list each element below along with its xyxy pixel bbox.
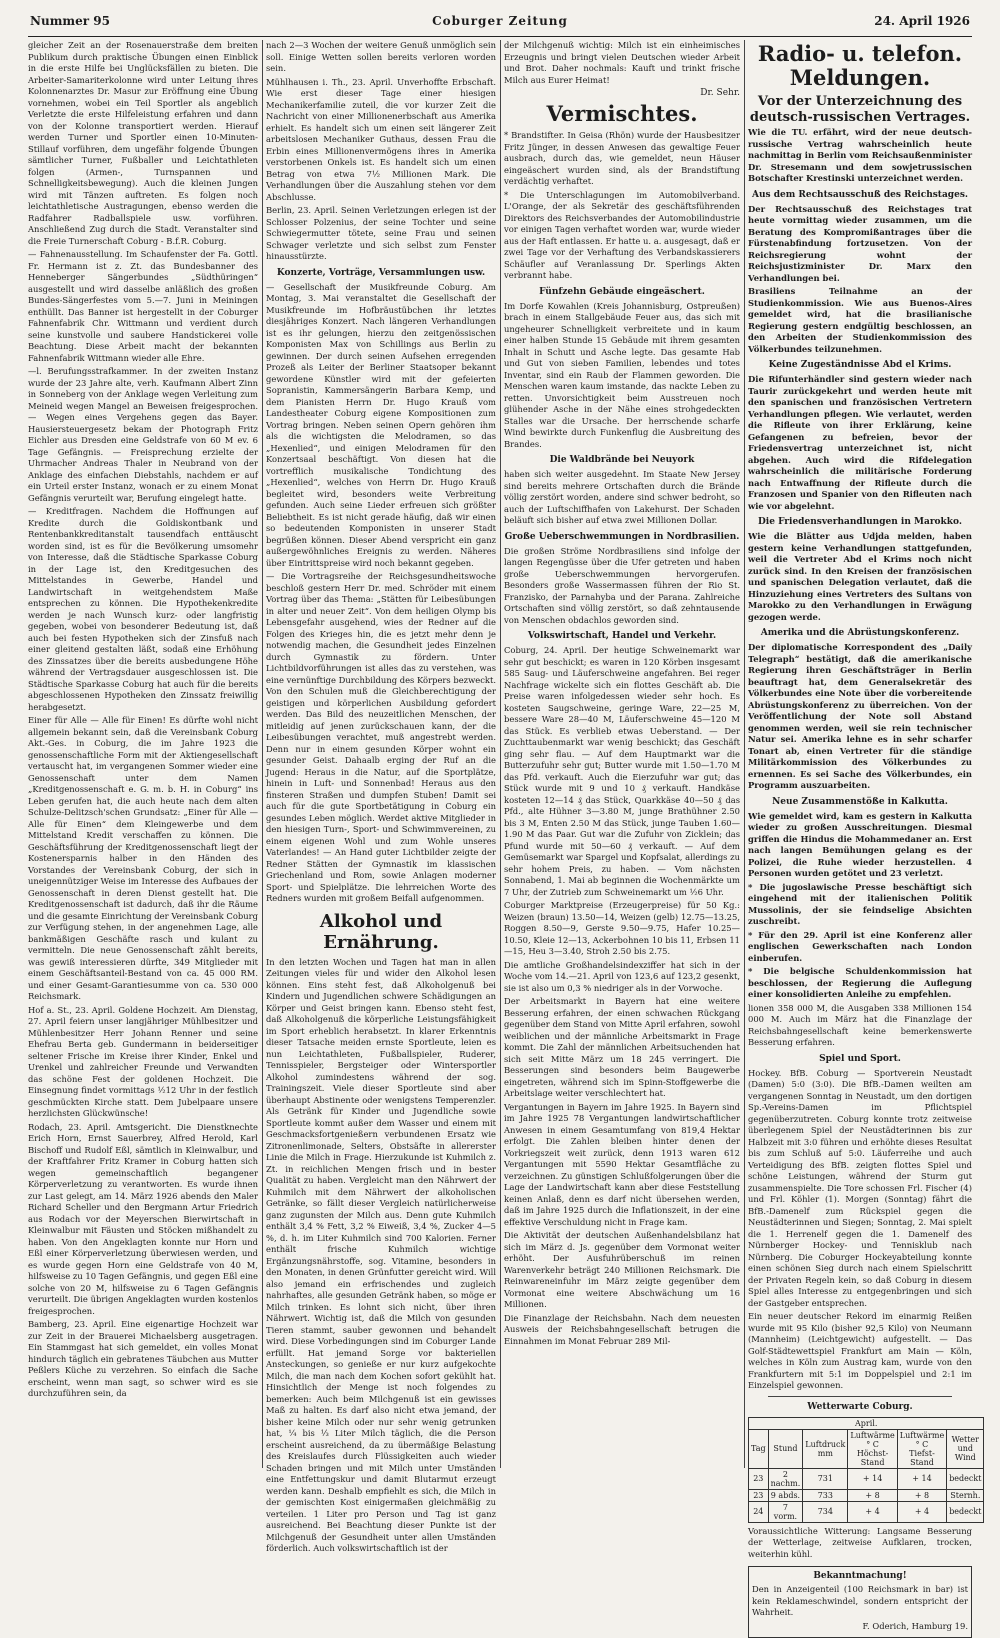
weather-month: April. [749, 1417, 984, 1429]
article-paragraph: Mühlhausen i. Th., 23. April. Unverhoffte Erbschaft. Wie erst dieser Tage einer hiesigen Mechanikerfamilie zuteil, die vor kurzer Zeit die Nachricht von einer Millionenerbschaft aus Amerika erhielt. Es handelt sich um einen seit längerer Zeit arbeitslosen Mechaniker Guthaus, dessen Frau die Erbin eines Millionenvermögens ihres in Amerika verstorbenen Onkels ist. Es handelt sich um einen Betrag von etwa 7½ Millionen Mark. Die Verhandlungen über die Auszahlung stehen vor dem Abschlusse. [266, 76, 496, 202]
article-paragraph: Die amtliche Großhandelsindexziffer hat sich in der Woche vom 14.—21. April von 123,6 auf 123,2 gesenkt, sie ist also um 0,3 % niedriger als in der Vorwoche. [504, 959, 740, 993]
article-paragraph: Hockey. BfB. Coburg — Sportverein Neustadt (Damen) 5:0 (3:0). Die BfB.-Damen weilten am vergangenen Sonntag in Neustadt, um den dortigen Sp.-Vereins-Damen im Pflichtspiel gegenüberzutreten. Coburg konnte trotz zeitweise überlegenem Spiel der Neustädterinnen bis zur Halbzeit mit 3:0 führen und erhöhte dieses Resultat bis zum Schluß auf 5:0. Läuferreihe und auch Verteidigung des BfB. zeigten flottes Spiel und schöne Leistungen, während der Sturm gut zusammenspielte. Die Tore schossen Frl. Fischer (4) und Frl. Köhler (1). Morgen (Sonntag) fährt die BfB.-Damenelf zum Rückspiel gegen die Neustädterinnen und Siegen; Sonntag, 2. Mai spielt die 1. Herrenelf gegen die 1. Damenelf des Nürnberger Hockey- und Tennisklub nach Nürnberg. Die Coburger Hockeyabteilung konnte einen schönen Sieg durch nach einem Spielschritt der Privaten Regeln kein, so daß Coburg in diesem Spiel alles Interesse zu entgegenbringen und sich der Gastgeber entsprechen. [748, 1067, 972, 1308]
weather-sub-label: Tiefst-Stand [909, 1448, 935, 1467]
article-heading: Große Ueberschwemmungen in Nordbrasilien. [504, 531, 740, 542]
article-paragraph: Bamberg, 23. April. Eine eigenartige Hochzeit war zur Zeit in der Brauerei Michaelsberg ausgetragen. Ein Stammgast hat sich gemeldet, ein volles Monat hindurch täglich ein gebratenes Täubchen aus Mutter Peßlers Küche zu verzehren. So einfach die Sache erscheint, wenn man sagt, so schwer wird es sie durchzuführen sein, da [28, 1319, 258, 1398]
article-paragraph: * Die jugoslawische Presse beschäftigt sich eingehend mit der italienischen Politik Mussolinis, der sie feindselige Absichten zuschreibt. [748, 881, 972, 926]
section-heading: Alkohol und Ernährung. [319, 910, 443, 953]
article-heading: Neue Zusammenstöße in Kalkutta. [772, 796, 948, 807]
column-2 [266, 40, 496, 1557]
article-heading: Die Waldbrände bei Neuyork [549, 455, 695, 465]
article-paragraph: Die großen Ströme Nordbrasiliens sind infolge der langen Regengüsse über die Ufer getreten und haben große Ueberschwemmungen hervorgerufen. Besonders große Wassermassen führen der Rio St. Franzisko, der Parnahyba und der Parana. Zahlreiche Ortschaften sind völlig zerstört, so daß zehntausende von Menschen obdachlos geworden sind. [504, 545, 740, 625]
article-paragraph: — Fahnenausstellung. Im Schaufenster der Fa. Gottl. Fr. Hermann ist z. Zt. das Bundesbanner des Henneberger Sängerbundes „Südthüringen“ ausgestellt und wird dasselbe anläßlich des großen Bundes-Sängerfestes vom 5.—7. Juni in Meiningen enthüllt. Das Banner ist hergestellt in der Coburger Fahnenfabrik Chr. Wittmann und verdient durch seine kunstvolle und saubere Handstickerei volle Beachtung. Diese Arbeit macht der bekannten Fahnenfabrik Wittmann wieder alle Ehre. [28, 249, 258, 363]
article-paragraph: Wie die Blätter aus Udjda melden, haben gestern keine Verhandlungen stattgefunden, weil die Vertreter Abd el Krims noch nicht zurück sind. In den Kreisen der französischen und spanischen Delegation verlautet, daß die Hinzuziehung eines Vertreters des Sultans von Marokko zu den Verhandlungen in Erwägung gezogen werde. [748, 531, 972, 622]
weather-row: 24 7 vorm. 734 + 4 + 4 bedeckt [749, 1501, 984, 1522]
article-paragraph: Die Finanzlage der Reichsbahn. Nach dem neuesten Ausweis der Reichsbahngesellschaft betrugen die Einnahmen im Monat Februar 289 Mil- [504, 1312, 740, 1346]
weather-title: Wetterwarte Coburg. [807, 1401, 913, 1412]
column-3 [504, 40, 740, 1349]
article-paragraph: Der diplomatische Korrespondent des „Daily Telegraph“ bestätigt, daß die amerikanische Regierung ihren Geschäftsträger in Berlin beauftragt hat, dem Generalsekretär des Völkerbundes eine Note über die vorbereitende Abrüstungskonferenz zu überreichen. Von der Veröffentlichung der Note soll Abstand genommen werden, weil sie rein technischer Natur sei. Amerika lehne es in sehr scharfer Tonart ab, einen Vertreter für die ständige Militärkommission des Völkerbundes zu ernennen. Es sei Sache des Völkerbundes, ein Programm auszuarbeiten. [748, 642, 972, 790]
article-paragraph: Im Dorfe Kowahlen (Kreis Johannisburg, Ostpreußen) brach in einem Stallgebäude Feuer aus, das sich mit ungeheurer Schnelligkeit verbreitete und in kaum einer halben Stunde 15 Gebäude mit ihrem gesamten Inhalt in Schutt und Asche legte. Das gesamte Hab und Gut von sieben Familien, lebendes und totes Inventar, sind ein Raub der Flammen geworden. Die Menschen waren kaum imstande, das nackte Leben zu retten. Unvorsichtigkeit beim Ausstreuen noch glühender Asche in der Nähe eines strohgedeckten Stalles war die Ursache. Der herrschende scharfe Wind bewirkte durch Funkenflug die Ausbreitung des Brandes. [504, 300, 740, 449]
article-paragraph: Brasiliens Teilnahme an der Studienkommission. Wie aus Buenos-Aires gemeldet wird, hat die brasilianische Regierung gestern endgültig beschlossen, an den Arbeiten der Studienkommission des Völkerbundes teilzunehmen. [748, 286, 972, 354]
article-heading: Volkswirtschaft, Handel und Verkehr. [527, 631, 717, 641]
article-paragraph: Hof a. St., 23. April. Goldene Hochzeit. Am Dienstag, 27. April feiern unser langjähriger Mühlbesitzer und Mühlenbesitzer Herr Johann Renner und seine Ehefrau Berta geb. Gundermann in beiderseitiger seltener Frische im Kreise ihrer Kinder, Enkel und Urenkel und zahlreicher Freunde und Verwandten das schöne Fest der goldenen Hochzeit. Die Einsegnung findet vormittags ½12 Uhr in der festlich geschmückten Kirche statt. Dem Jubelpaare unsere herzlichsten Glückwünsche! [28, 1004, 258, 1118]
article-signature: Dr. Sehr. [700, 88, 740, 98]
section-heading: Radio- u. telefon. Meldungen. [757, 41, 963, 90]
article-paragraph: Berlin, 23. April. Seinen Verletzungen erlegen ist der Schlosser Polzenius, der seine Tochter und seine Schwiegermutter tötete, seine Frau und seinen Schwager verletzte und sich selbst zum Fenster hinausstürzte. [266, 205, 496, 261]
article-paragraph: gleicher Zeit an der Rosenauerstraße dem breiten Publikum durch praktische Übungen einen Einblick in die erste Hilfe bei Unglücksfällen zu bieten. Die Arbeiter-Samariterkolonne wird unter Leitung ihres Kolonnenarztes Dr. Masur zur Eröffnung eine Übung vornehmen, wobei ein Teil Sportler als angeblich Verletzte die erste Hilfeleistung erfahren und dann von der Kolonne transportiert werden. Hierauf werden Turner und Sportler einen 10-Minuten-Stillauf vorführen, dem ungefähr folgende Übungen sämtlicher Turner, Fußballer und Leichtathleten folgen (Armen-, Turnspannen und Schnelligkeitsbewegung). Auch die kleinen Jungen wird mit Tänzen auftreten. Es folgen noch leichtathletische Austragungen, ebenso werden die Radfahrer Radballspiele usw. vorführen. Anschließend Zug durch die Stadt. Veranstalter sind die Freie Turnerschaft Coburg - B.f.R. Coburg. [28, 40, 258, 246]
article-paragraph: Coburg, 24. April. Der heutige Schweinemarkt war sehr gut beschickt; es waren in 120 Körben insgesamt 585 Saug- und Läuferschweine angefahren. Bei reger Nachfrage wickelte sich ein flottes Geschäft ab. Die Preise waren infolgedessen wieder sehr hoch. Es kosteten Saugschweine, geringe Ware, 22—25 M, bessere Ware 28—40 M, Läuferschweine 45—120 M das Stück. Es verblieb etwas Ueberstand. — Der Zuchttaubenmarkt war wenig beschickt; das Geschäft ging sehr flau. — Auf dem Hauptmarkt war die Butterzufuhr sehr gut; Butter wurde mit 1.50—1.70 M das Pfd. verkauft. Auch die Eierzufuhr war gut; das Stück wurde mit 9 und 10 ₰ verkauft. Handkäse kosteten 12—14 ₰ das Stück, Quarkkäse 40—50 ₰ das Pfd., alte Hühner 3—3.80 M, junge Brathühner 2.50 bis 3 M, Enten 2.50 M das Stück, junge Tauben 1.60—1.90 M das Paar. Gut war die Zufuhr von Zicklein; das Pfund wurde mit 50—60 ₰ verkauft. — Auf dem Gemüsemarkt war Spargel und Kopfsalat, allerdings zu sehr hohem Preis, zu haben. — Vom nächsten Sonnabend, 1. Mai ab beginnen die Wochenmärkte um 7 Uhr, der Zutrieb zum Schweinemarkt um ½6 Uhr. [504, 645, 740, 897]
article-paragraph: Coburger Marktpreise (Erzeugerpreise) für 50 Kg.: Weizen (braun) 13.50—14, Weizen (gelb) 12.75—13.25, Roggen 8.50—9, Gerste 9.50—9.75, Hafer 10.25—10.50, Kleie 12—13, Ackerbohnen 10 bis 11, Erbsen 11—15, Heu 3—3.40, Stroh 2.50 bis 2.75. [504, 900, 740, 956]
article-paragraph: Vergantungen in Bayern im Jahre 1925. In Bayern sind im Jahre 1925 78 Vergantungen landwirtschaftlicher Anwesen in einem Gesamtumfang von 819,4 Hektar erfolgt. Die Zahlen bleiben hinter denen der Vorkriegszeit weit zurück, denn 1913 waren 612 Vergantungen mit 5590 Hektar Gesamtfläche zu verzeichnen. Zu günstigen Schlußfolgerungen über die Lage der Landwirtschaft kann aber diese Feststellung keinen Anlaß, denn es darf nicht übersehen werden, daß im Jahre 1925 durch die Inflationszeit, in der eine effektive Verschuldung nicht in Frage kam. [504, 1101, 740, 1227]
article-paragraph: Wie die TU. erfährt, wird der neue deutsch-russische Vertrag wahrscheinlich heute nachmittag in Berlin vom Reichsaußenminister Dr. Stresemann und dem sowjetrussischen Botschafter Krestinski unterzeichnet werden. [748, 127, 972, 183]
article-paragraph: * Brandstifter. In Geisa (Rhön) wurde der Hausbesitzer Fritz Jünger, in dessen Anwesen das gewaltige Feuer ausbrach, durch das, wie gemeldet, neun Häuser eingeäschert wurden sind, als der Brandstiftung verdächtig verhaftet. [504, 130, 740, 186]
weather-row: 23 2 nachm. 731 + 14 + 14 bedeckt [749, 1468, 984, 1489]
article-paragraph: der Milchgenuß wichtig: Milch ist ein einheimisches Erzeugnis und bringt vielen Deutschen wieder Arbeit und Brot. Daher nochmals: Kauft und trinkt frische Milch aus Eurer Heimat! [504, 40, 740, 85]
article-paragraph: Einer für Alle — Alle für Einen! Es dürfte wohl nicht allgemein bekannt sein, daß die Vereinsbank Coburg Akt.-Ges. in Coburg, die im Jahre 1923 die genossenschaftliche Form mit der Aktiengesellschaft vertauscht hat, im vergangenen Sommer wieder eine Genossenschaft unter dem Namen „Kreditgenossenschaft e. G. m. b. H. in Coburg“ ins Leben gerufen hat, die auch heute nach dem alten Schulze-Delitzsch'schen Grundsatz: „Einer für Alle — Alle für Einen“ dem Kleingewerbe und dem Mittelstand Kredit verschaffen zu können. Die Geschäftsführung der Kreditgenossenschaft liegt der Kostenersparnis halber in den Händen des Vorstandes der Vereinsbank Coburg, der sich in uneigennütziger Weise im Interesse des Aufbaues der Genossenschaft in deren Dienst gestellt hat. Die Kreditgenossenschaft ist dadurch, daß ihr die Räume und die gesamte Einrichtung der Vereinsbank Coburg zur Verfügung stehen, in der angenehmen Lage, alle bankmäßigen Geschäfte rasch und kulant zu vermitteln. Die neue Genossenschaft zählt bereits, was gewiß interessieren dürfte, 349 Mitglieder mit einem Geschäftsanteil-Bestand von ca. 45 000 RM. und einer Gesamt-Garantiesumme von ca. 530 000 Reichsmark. [28, 715, 258, 1001]
article-heading: Spiel und Sport. [819, 1053, 901, 1064]
article-paragraph: — Kreditfragen. Nachdem die Hoffnungen auf Kredite durch die Goldiskontbank und Rentenbankkreditanstalt tausendfach enttäuscht worden sind, ist es für die Bevölkerung umsomehr von Interesse, daß die Städtische Sparkasse Coburg in der Lage ist, den Kreditgesuchen des Mittelstandes in Gewerbe, Handel und Landwirtschaft in weitgehendstem Maße entsprechen zu können. Die Hypothekenkredite werden je nach Wunsch kurz- oder langfristig gegeben, wobei von besonderer Bedeutung ist, daß auch bei festen Hypotheken sich der Zinsfuß nach einer gleitend gestalten läßt, sodaß eine Erhöhung des Zinssatzes über die bereits ausbedungene Höhe während der Vertragsdauer ausgeschlossen ist. Die Städtische Sparkasse Coburg hat auch für die bereits abgeschlossenen Hypotheken den Zinssatz freiwillig herabgesetzt. [28, 506, 258, 712]
weather-sub-label: Höchst-Stand [856, 1448, 889, 1467]
column-divider [744, 40, 745, 1468]
notice-box [748, 1566, 972, 1638]
article-heading: Konzerte, Vorträge, Versammlungen usw. [276, 267, 486, 278]
weather-table [748, 1417, 984, 1523]
article-heading: Fünfzehn Gebäude eingeäschert. [539, 286, 705, 297]
article-heading: Aus dem Rechtsausschuß des Reichstages. [751, 189, 969, 200]
article-paragraph: * Für den 29. April ist eine Konferenz aller englischen Gewerkschaften nach London einberufen. [748, 929, 972, 963]
article-paragraph: Die Aktivität der deutschen Außenhandelsbilanz hat sich im März d. Js. gegenüber dem Vormonat weiter erhöht. Der Ausfuhrüberschuß im reinen Warenverkehr beträgt 240 Millionen Reichsmark. Die Reinwareneinfuhr im März zeigte gegenüber dem Vormonat eine weitere Abschwächung um 16 Millionen. [504, 1230, 740, 1309]
article-paragraph: In den letzten Wochen und Tagen hat man in allen Zeitungen vieles für und wider den Alkohol lesen können. Eins steht fest, daß Alkoholgenuß bei Kindern und Jugendlichen schwere Schädigungen an Körper und Geist bringen kann. Ebenso steht fest, daß Alkoholgenuß die körperliche Leistungsfähigkeit im Sport erheblich herabsetzt. In klarer Erkenntnis dieser Tatsache meiden ernste Sportleute, leien es nun Leichtathleten, Fußballspieler, Ruderer, Tennisspieler, Bergsteiger oder Wintersportler Alkohol zumindestens während der sog. Trainingszeit. Viele dieser Sportleute sind aber überhaupt Abstinente oder wenigstens Temperenzler. Als Getränk für Kinder und Jugendliche sowie Sportleute kommt außer dem Wasser und einem mit Geschmacksfortgenießern verbundenen Ersatz wie Zitronenlimonade, Selters, Obstsäfte in allererster Linie die Milch in Frage. Hierzukunde ist Kuhmilch z. Zt. in reichlichen Mengen frisch und in bester Qualität zu haben. Vergleicht man den Nährwert der Kuhmilch mit dem Nährwert der alkoholischen Getränke, so fällt dieser Vergleich natürlicherweise ganz zugunsten der Milch aus. Denn gute Kuhmilch enthält 3,4 % Fett, 3,2 % Eiweiß, 3,4 %, Zucker 4—5 %, d. h. im Liter Kuhmilch sind 700 Kalorien. Ferner enthält frische Kuhmilch wichtige Ergänzungsnährstoffe, sog. Vitamine, besonders in den Monaten, in denen Grünfutter gereicht wird. Will also jemand ein erfrischendes und zugleich nahrhaftes, alle gesunden Getränk haben, so möge er Milch trinken. Es lohnt sich nicht, über ihren Nährwert. Wichtig ist, daß die Milch von gesunden Tieren stammt, sauber gewonnen und behandelt wird. Diese Vorbedingungen sind im Coburger Lande erfüllt. Hat jemand Sorge vor bakteriellen Ansteckungen, so genieße er nur kurz aufgekochte Milch, die man nach dem Kochen sofort gekühlt hat. Hinsichtlich der Menge ist noch folgendes zu bemerken: Auch beim Milchgenuß ist ein gewisses Maß zu halten. Es darf also nicht etwa jemand, der bisher keine Milch oder nur sehr wenig getrunken hat, ¼ bis ⅓ Liter Milch täglich, die die Person erscheint ausreichend, da zu übermäßige Belastung des Kreislaufes durch Flüssigkeiten auch wieder Schaden bringen und mit Milch unter Umständen eine Entfettungskur und damit Blutarmut erzeugt werden kann. Deshalb empfiehlt es sich, die Milch in der gemischten Kost einigermaßen gleichmäßig zu verteilen. 1 Liter pro Person und Tag ist ganz ausreichend. Bei Beachtung dieser Punkte ist der Milchgenuß der Gesundheit unter allen Umständen förderlich. Auch volkswirtschaftlich ist der [266, 956, 496, 1553]
article-paragraph: nach 2—3 Wochen der weitere Genuß unmöglich sein soll. Einige Wetten sollen bereits verloren worden sein. [266, 40, 496, 73]
article-paragraph: Ein neuer deutscher Rekord im einarmig Reißen wurde mit 95 Kilo (bisher 92,5 Kilo) von Neumann (Mannheim) (Leichtgewicht) aufgestellt. — Das Golf-Städtewettspiel Frankfurt am Main — Köln, welches in Köln zum Austrag kam, wurde von den Frankfurtern mit 5:1 im Doppelspiel und 2:1 im Einzelspiel gewonnen. [748, 1311, 972, 1390]
section-heading: Vermischtes. [546, 101, 698, 126]
weather-header: Luftwärme ° C Höchst-Stand [848, 1429, 897, 1468]
weather-header: Luftwärme ° C Tiefst-Stand [897, 1429, 946, 1468]
article-paragraph: Wie gemeldet wird, kam es gestern in Kalkutta wieder zu großen Ausschreitungen. Diesmal griffen die Hindus die Mohammedaner an. Erst nach langen Bemühungen gelang es der Polizei, die Ruhe wieder herzustellen. 4 Personen wurden getötet und 23 verletzt. [748, 810, 972, 878]
article-paragraph: lionen 358 000 M, die Ausgaben 338 Millionen 154 000 M. Auch im März hat die Finanzlage der Reichsbahngesellschaft keine bemerkenswerte Besserung erfahren. [748, 1002, 972, 1047]
newspaper-title: Coburger Zeitung [432, 14, 568, 28]
article-paragraph: haben sich weiter ausgedehnt. Im Staate New Jersey sind bereits mehrere Ortschaften durch die Brände völlig zerstört worden, andere sind schwer bedroht, so auch der Luftschiffhafen von Lakehurst. Der Schaden beläuft sich bisher auf etwa zwei Millionen Dollar. [504, 469, 740, 525]
article-paragraph: Die Rifunterhändler sind gestern wieder nach Taurir zurückgekehrt und werden heute mit den spanischen und französischen Vertretern Verhandlungen pflegen. Wie verlautet, werden die Rifleute von ihrer Erklärung, keine Gefangenen zu befreien, bevor der Friedensvertrag unterzeichnet ist, nicht abgehen. Auch wird die Rifdelegation wahrscheinlich die militärische Forderung nach Entwaffnung der Rifleute durch die Franzosen und Spanier von den Rifleuten nach wie vor abgelehnt. [748, 374, 972, 511]
article-paragraph: — Die Vortragsreihe der Reichsgesundheitswoche beschloß gestern Herr Dr. med. Schröder mit einem Vortrag über das Thema: „Stätten für Leibesübungen in alter und neuer Zeit“. Von dem heiligen Olymp bis Lebensgefahr ausgehend, wies der Redner auf die Folgen des Krieges hin, die es jetzt mehr denn je notwendig machen, die Gesundheit jedes Einzelnen durch Gymnastik zu fördern. Unter Lichtbildvorführungen ist alles das zu verstehen, was eine vernünftige Durchbildung des Körpers bezweckt. Von den Schulen muß die Gleichberechtigung der geistigen und körperlichen Ausbildung gefordert werden. Das Bild des neuzeitlichen Menschen, der mitleidig auf jenen zurückschauen kann, der die Leibesübungen verachtet, muß angestrebt werden. Denn nur in einem gesunden Körper wohnt ein gesunder Geist. Dahaalb erging der Ruf an die Jugend: Heraus in die Natur, auf die Sportplätze, hinein in Luft- und Sonnenbad! Heraus aus den finsteren Straßen und dumpfen Stuben! Damit sei auch für die gute Sportbetätigung in Coburg ein gesundes Leben möglich. Werdet aktive Mitglieder in den hiesigen Turn-, Sport- und Schwimmvereinen, zu einem eigenen Wohl und zum Wohle unseres Vaterlandes! — An Hand guter Lichtbilder zeigte der Redner Stätten der Gymnastik im klassischen Griechenland und Rom, sowie Anlagen moderner Sport- und Spielplätze. Die lehrreichen Worte des Redners wurden mit großem Beifall aufgenommen. [266, 571, 497, 903]
article-paragraph: * Die Unterschlagungen im Automobilverband. L'Orange, der als Sekretär des geschäftsführenden Direktors des Reichsverbandes der Automobilindustrie vor einigen Tagen verhaftet worden war, wurde wieder aus der Haft entlassen. Er hatte u. a. ausgesagt, daß er zwei Tage vor der Verhaftung des Verbandskassierers Schäufler auf Veranlassung Dr. Sperlings Akten verbrannt habe. [504, 189, 740, 280]
weather-row: 23 9 abds. 733 + 8 + 8 Sternh. [749, 1489, 984, 1501]
notice-title: Bekanntmachung! [813, 1571, 907, 1581]
masthead [24, 12, 976, 36]
issue-number: Nummer 95 [30, 14, 110, 28]
column-4-articles [748, 42, 972, 1392]
issue-date: 24. April 1926 [874, 14, 970, 28]
notice-signature: F. Oderich, Hamburg 19. [862, 1620, 968, 1631]
article-paragraph: Rodach, 23. April. Amtsgericht. Die Dienstknechte Erich Horn, Ernst Sauerbrey, Alfred Herold, Karl Bischoff und Rudolf Eßl, sämtlich in Kleinwalbur, und der Kraftfahrer Fritz Kramer in Coburg hatten sich wegen gemeinschaftlich begangener Körperverletzung zu verantworten. Es wurde ihnen zur Last gelegt, am 14. März 1926 abends den Maler Richard Scheller und den Bergmann Artur Friedrich aus Rodach vor der Meyerschen Bierwirtschaft in Kleinwalbur mit Fäusten und Stöcken mißhandelt zu haben. Von den Angeklagten konnte nur Horn und Eßl einer Körperverletzung überwiesen werden, und es wurde gegen Horn eine Geldstrafe von 40 M, hilfsweise zu 10 Tagen Gefängnis, und gegen Eßl eine solche von 20 M, hilfsweise zu 6 Tagen Gefängnis verurteilt. Die übrigen Angeklagten wurden kostenlos freigesprochen. [28, 1121, 258, 1316]
weather-header: Stund [768, 1429, 803, 1468]
weather-header: Luftdruck mm [803, 1429, 848, 1468]
section-divider [768, 1396, 952, 1397]
article-paragraph: Der Rechtsausschuß des Reichstages trat heute vormittag wieder zusammen, um die Beratung des Kompromißantrages über die Fürstenabfindung fortzusetzen. Von der Reichsregierung wohnt der Reichsjustizminister Dr. Marx den Verhandlungen bei. [748, 203, 972, 283]
weather-forecast: Voraussichtliche Witterung: Langsame Besserung der Wetterlage, zeitweise Aufklaren, trocken, weiterhin kühl. [748, 1525, 972, 1559]
column-divider [262, 40, 263, 1468]
article-heading: Amerika und die Abrüstungskonferenz. [760, 628, 960, 638]
article-paragraph: Der Arbeitsmarkt in Bayern hat eine weitere Besserung erfahren, der einen schwachen Rückgang gegenüber dem Stand von Mitte April erfahren, sowohl weiblichen und der männliche Arbeitsmarkt in Frage kommt. Die Zahl der männlichen Arbeitsuchenden hat sich seit Mitte März um 18 245 verringert. Die Besserungen sind besonders beim Baugewerbe eingetreten, während sich im Spinn-Stoffgewerbe die Arbeitslage weiter verschlechtert hat. [504, 996, 740, 1098]
column-1 [28, 40, 258, 1402]
column-4 [748, 40, 982, 1638]
article-paragraph: —l. Berufungsstrafkammer. In der zweiten Instanz wurde der 23 Jahre alte, verh. Kaufmann Albert Zinn in Sonneberg von der Anklage wegen Verleitung zum Meineid wegen Mangel an Beweisen freigesprochen. — Wegen eines Vergehens gegen das Bayer. Hausiersteuergesetz bekam der Photograph Fritz Eichler aus Dresden eine Geldstrafe von 60 M ev. 6 Tage Gefängnis. — Freisprechung erzielte der Uhrmacher Andreas Thaler in Neubrand von der Anklage des einfachen Diebstahls, nachdem er auf ein Urteil erster Instanz, wonach er zu einem Monat Gefängnis verurteilt war, Berufung eingelegt hatte. [28, 366, 258, 503]
article-heading: Die Friedensverhandlungen in Marokko. [757, 517, 963, 527]
masthead-rule [28, 36, 972, 37]
column-divider [500, 40, 501, 1468]
weather-header: Tag [749, 1429, 769, 1468]
notice-text: Den in Anzeigenteil (100 Reichsmark in bar) ist kein Reklameschwindel, sondern entspricht der Wahrheit. [752, 1584, 968, 1617]
article-heading: Keine Zugeständnisse Abd el Krims. [768, 360, 952, 370]
weather-header: Wetter und Wind [947, 1429, 984, 1468]
article-subheading: Vor der Unterzeichnung des deutsch-russischen Vertrages. [749, 94, 971, 125]
article-paragraph: — Gesellschaft der Musikfreunde Coburg. Am Montag, 3. Mai veranstaltet die Gesellschaft der Musikfreunde im Hofbräustübchen ihr letztes diesjähriges Konzert. Nach längeren Verhandlungen ist es ihr gelungen, hierzu den zeitgenössischen Komponisten Max von Schillings aus Berlin zu gewinnen. Der durch seinen Aufsehen erregenden Prozeß als Leiter der Berliner Staatsoper bekannt gewordene Künstler wird mit der gefeierten Sopranistin, Kammersängerin Barbara Kemp, und dem Pianisten Herrn Dr. Hugo Krauß vom Landestheater Coburg eigene Kompositionen zum Vortrag bringen. Neben seinen Opern gehören ihm als die wichtigsten die Melodramen, so das „Hexenlied“, und einigen Melodramen für den Konzertsaal beschäftigt. Von diesen hat die vortrefflich musikalische Tondichtung des „Hexenlied“, welches von Herrn Dr. Hugo Krauß begleitet wird, besonders weite Verbreitung gefunden. Auch seine Lieder erfreuen sich größter Beliebtheit. Es ist nicht gerade häufig, daß wir einen so bedeutenden Komponisten in unserer Stadt begrüßen können. Dieser Abend verspricht ein ganz außergewöhnliches Ereignis zu werden. Näheres über Eintrittspreise wird noch bekannt gegeben. [266, 281, 496, 568]
article-paragraph: * Die belgische Schuldenkommission hat beschlossen, der Regierung die Auflegung einer konsolidierten Anleihe zu empfehlen. [748, 966, 972, 999]
